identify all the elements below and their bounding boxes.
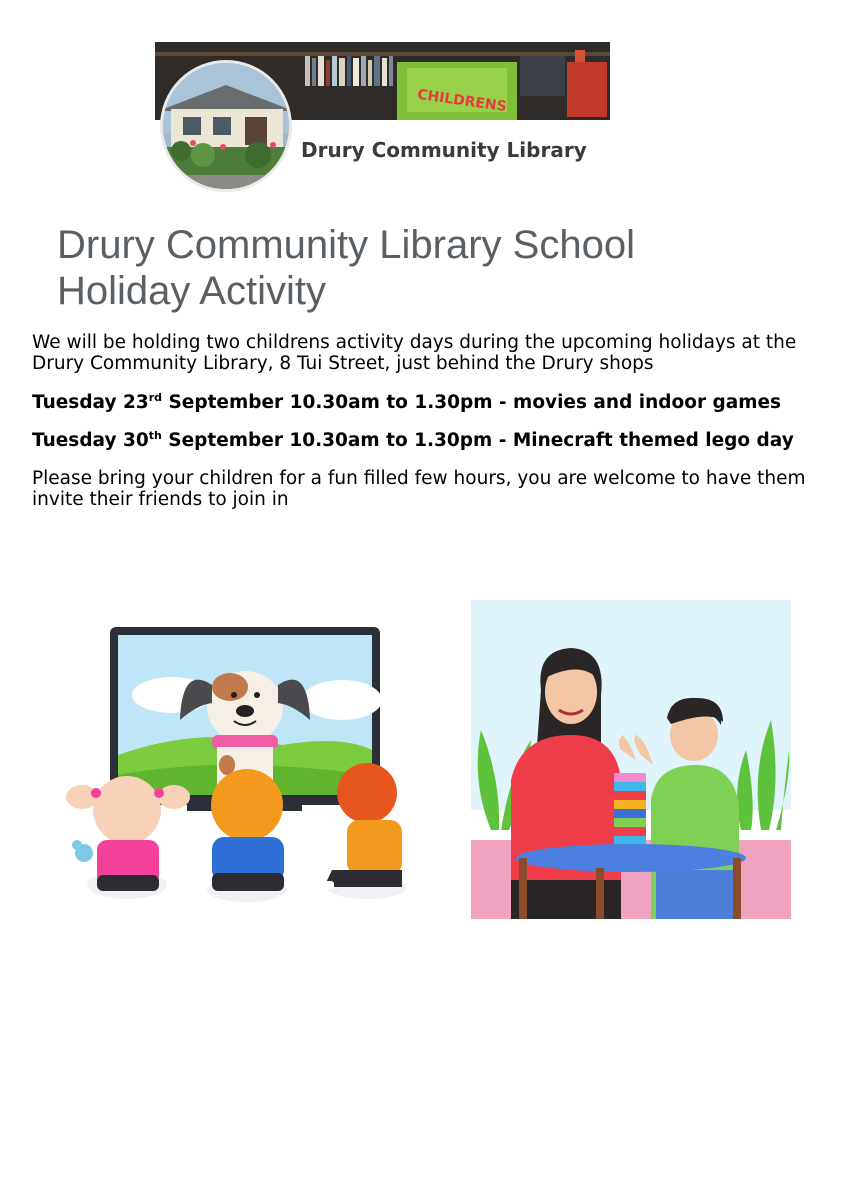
library-name: Drury Community Library <box>301 138 587 162</box>
block-tower-game-illustration <box>471 600 791 919</box>
event-line <box>32 430 832 451</box>
event-line <box>32 392 832 413</box>
date-suffix: rd <box>148 390 163 404</box>
event-day: Tuesday 23 <box>32 392 149 413</box>
library-banner <box>155 42 610 197</box>
library-building-photo <box>160 60 292 192</box>
children-watching-tv-illustration <box>62 625 412 915</box>
intro-text: We will be holding two childrens activity days during the upcoming holidays at the Drury Community Library, 8 Tui Street, just behind the Drury shops <box>32 332 797 374</box>
closing-text: Please bring your children for a fun filled few hours, you are welcome to have them invite their friends to join in <box>32 468 806 510</box>
date-suffix: th <box>148 428 162 442</box>
page-title: Drury Community Library School Holiday Activity <box>57 223 635 313</box>
event-details: September 10.30am to 1.30pm - movies and indoor games <box>162 392 782 413</box>
library-building-graphic <box>163 63 289 189</box>
svg-text:CHILDRENS: CHILDRENS <box>416 86 508 116</box>
event-day: Tuesday 30 <box>32 430 149 451</box>
event-details: September 10.30am to 1.30pm - Minecraft themed lego day <box>161 430 794 451</box>
